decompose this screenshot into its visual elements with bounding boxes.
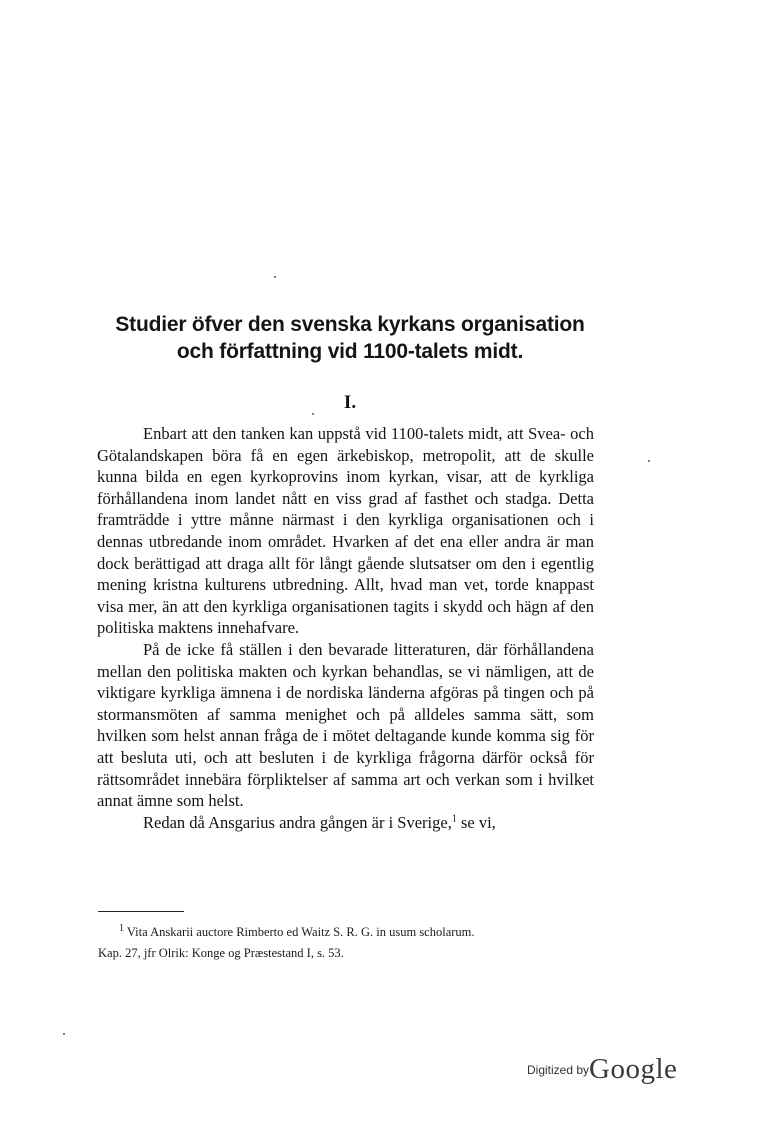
paragraph-1: Enbart att den tanken kan uppstå vid 1100-talets midt, att Svea- och Götalandskapen böra få en egen ärkebiskop, metropolit, att de skulle kunna bilda en egen kyrkoprovins inom kyrkan, visar, att de kyrkliga förhållandena inom landet nått en viss grad af fasthet och stadga. Detta framträdde i yttre månne närmast i den kyrkliga organisationen och i dennas utbredande inom området. Hvarken af det ena eller andra är man dock berättigad att draga allt för långt gående slutsatser om den i egentlig mening kristna kulturens utbredning. Allt, hvad man vet, torde knappast visa mer, än att den kyrkliga organisationen tagits i skydd och hägn af den politiska maktens innehafvare. xyxy=(97,424,594,638)
scan-speck xyxy=(648,460,650,462)
body-text xyxy=(97,423,594,833)
footnote-text-1: Vita Anskarii auctore Rimberto ed Waitz S. R. G. in usum scholarum. xyxy=(126,925,475,939)
scan-speck xyxy=(312,413,314,415)
google-logo: Google xyxy=(589,1053,678,1085)
watermark-prefix: Digitized by xyxy=(527,1063,590,1077)
footnote-line-2: Kap. 27, jfr Olrik: Konge og Præstestand I, s. 53. xyxy=(98,946,344,960)
paragraph-2: På de icke få ställen i den bevarade litteraturen, där förhållandena mellan den politiska makten och kyrkan behandlas, se vi nämligen, att de viktigare kyrkliga ämnena i de nordiska länderna afgöras på tingen och på stormansmöten af samma menighet och på alldeles samma sätt, som hvilken som helst annan fråga de i mötet deltagande kunde komma sig för att besluta uti, och att besluten i de kyrkliga frågorna därför också för rättsområdet innebära förpliktelser af samma art och verkan som i hvilket annat ämne som helst. xyxy=(97,639,594,811)
footnote-reference: 1 xyxy=(451,813,457,825)
paragraph-3-text: Redan då Ansgarius andra gången är i Sverige, xyxy=(143,812,452,832)
paragraph-3-text-end: se vi, xyxy=(456,812,496,832)
footnote-line-1 xyxy=(98,922,594,943)
article-title-line-2: och författning vid 1100-talets midt. xyxy=(176,340,524,363)
article-title-line-1: Studier öfver den svenska kyrkans organisation xyxy=(115,313,585,336)
section-numeral: I. xyxy=(343,392,357,413)
footnote-divider xyxy=(98,911,184,912)
scan-speck xyxy=(274,276,276,278)
scan-speck xyxy=(63,1033,65,1035)
footnote xyxy=(98,922,594,964)
footnote-marker: 1 xyxy=(119,922,124,934)
digitized-by-google-watermark xyxy=(527,1053,677,1086)
paragraph-3 xyxy=(97,812,594,834)
